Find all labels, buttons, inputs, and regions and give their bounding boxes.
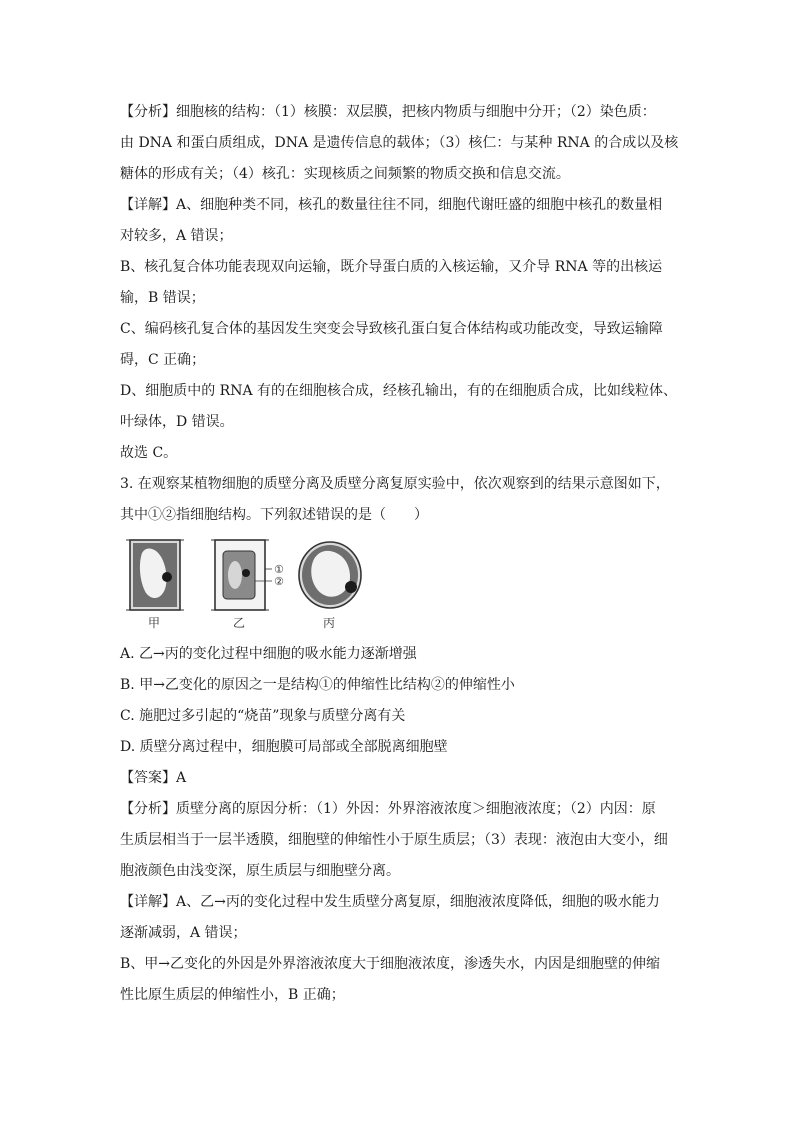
plasmolysis-figure	[120, 535, 380, 635]
text-line: C、编码核孔复合体的基因发生突变会导致核孔蛋白复合体结构或功能改变，导致运输障	[120, 321, 663, 337]
text-line: 【详解】A、乙→丙的变化过程中发生质壁分离复原，细胞液浓度降低，细胞的吸水能力	[120, 894, 660, 910]
text-line: 由 DNA 和蛋白质组成，DNA 是遗传信息的载体；（3）核仁：与某种 RNA 的合成以及核	[120, 135, 679, 151]
analysis-block-q2	[120, 97, 680, 531]
cell-diagram	[120, 535, 380, 635]
label-jia: 甲	[148, 616, 161, 630]
answer-label: 【答案】A	[120, 770, 187, 786]
text-line: 故选 C。	[120, 445, 178, 461]
option-a: A. 乙→丙的变化过程中细胞的吸水能力逐渐增强	[120, 646, 417, 662]
label-bing: 丙	[323, 616, 336, 630]
text-line: 胞液颜色由浅变深，原生质层与细胞壁分离。	[120, 863, 400, 879]
text-line: 逐渐减弱，A 错误；	[120, 925, 247, 941]
text-line: 输，B 错误；	[120, 290, 205, 306]
text-line: 【详解】A、细胞种类不同，核孔的数量往往不同，细胞代谢旺盛的细胞中核孔的数量相	[120, 197, 663, 213]
label-yi: 乙	[233, 616, 246, 630]
text-line: 糖体的形成有关；（4）核孔：实现核质之间频繁的物质交换和信息交流。	[120, 166, 570, 182]
text-line: 【分析】质壁分离的原因分析：（1）外因：外界溶液浓度＞细胞液浓度；（2）内因：原	[120, 801, 656, 817]
text-line: 生质层相当于一层半透膜，细胞壁的伸缩性小于原生质层；（3）表现：液泡由大变小，细	[120, 832, 668, 848]
text-line: 对较多，A 错误；	[120, 228, 233, 244]
option-d: D. 质壁分离过程中，细胞膜可局部或全部脱离细胞壁	[120, 739, 448, 755]
option-c: C. 施肥过多引起的“烧苗”现象与质壁分离有关	[120, 708, 406, 724]
text-line: 性比原生质层的伸缩性小，B 正确；	[120, 987, 345, 1003]
text-line: 碍，C 正确；	[120, 352, 206, 368]
text-line: 【分析】细胞核的结构：（1）核膜：双层膜，把核内物质与细胞中分开；（2）染色质：	[120, 104, 656, 120]
text-line: B、核孔复合体功能表现双向运输，既介导蛋白质的入核运输，又介导 RNA 等的出核运	[120, 259, 663, 275]
question-3-stem: 其中①②指细胞结构。下列叙述错误的是（ ）	[120, 507, 428, 523]
cell-yi	[211, 540, 284, 610]
option-b: B. 甲→乙变化的原因之一是结构①的伸缩性比结构②的伸缩性小	[120, 677, 515, 693]
text-line: D、细胞质中的 RNA 有的在细胞核合成，经核孔输出，有的在细胞质合成，比如线粒体、	[120, 383, 678, 399]
analysis-block-q3	[120, 794, 680, 1011]
question-3-stem: 3. 在观察某植物细胞的质壁分离及质壁分离复原实验中，依次观察到的结果示意图如下，	[120, 476, 670, 492]
text-line: 叶绿体，D 错误。	[120, 414, 234, 430]
cell-jia	[126, 540, 184, 610]
text-line: B、甲→乙变化的外因是外界溶液浓度大于细胞液浓度，渗透失水，内因是细胞壁的伸缩	[120, 956, 661, 972]
cell-bing	[299, 542, 361, 608]
marker-1: ①	[274, 563, 284, 576]
marker-2: ②	[274, 575, 284, 588]
